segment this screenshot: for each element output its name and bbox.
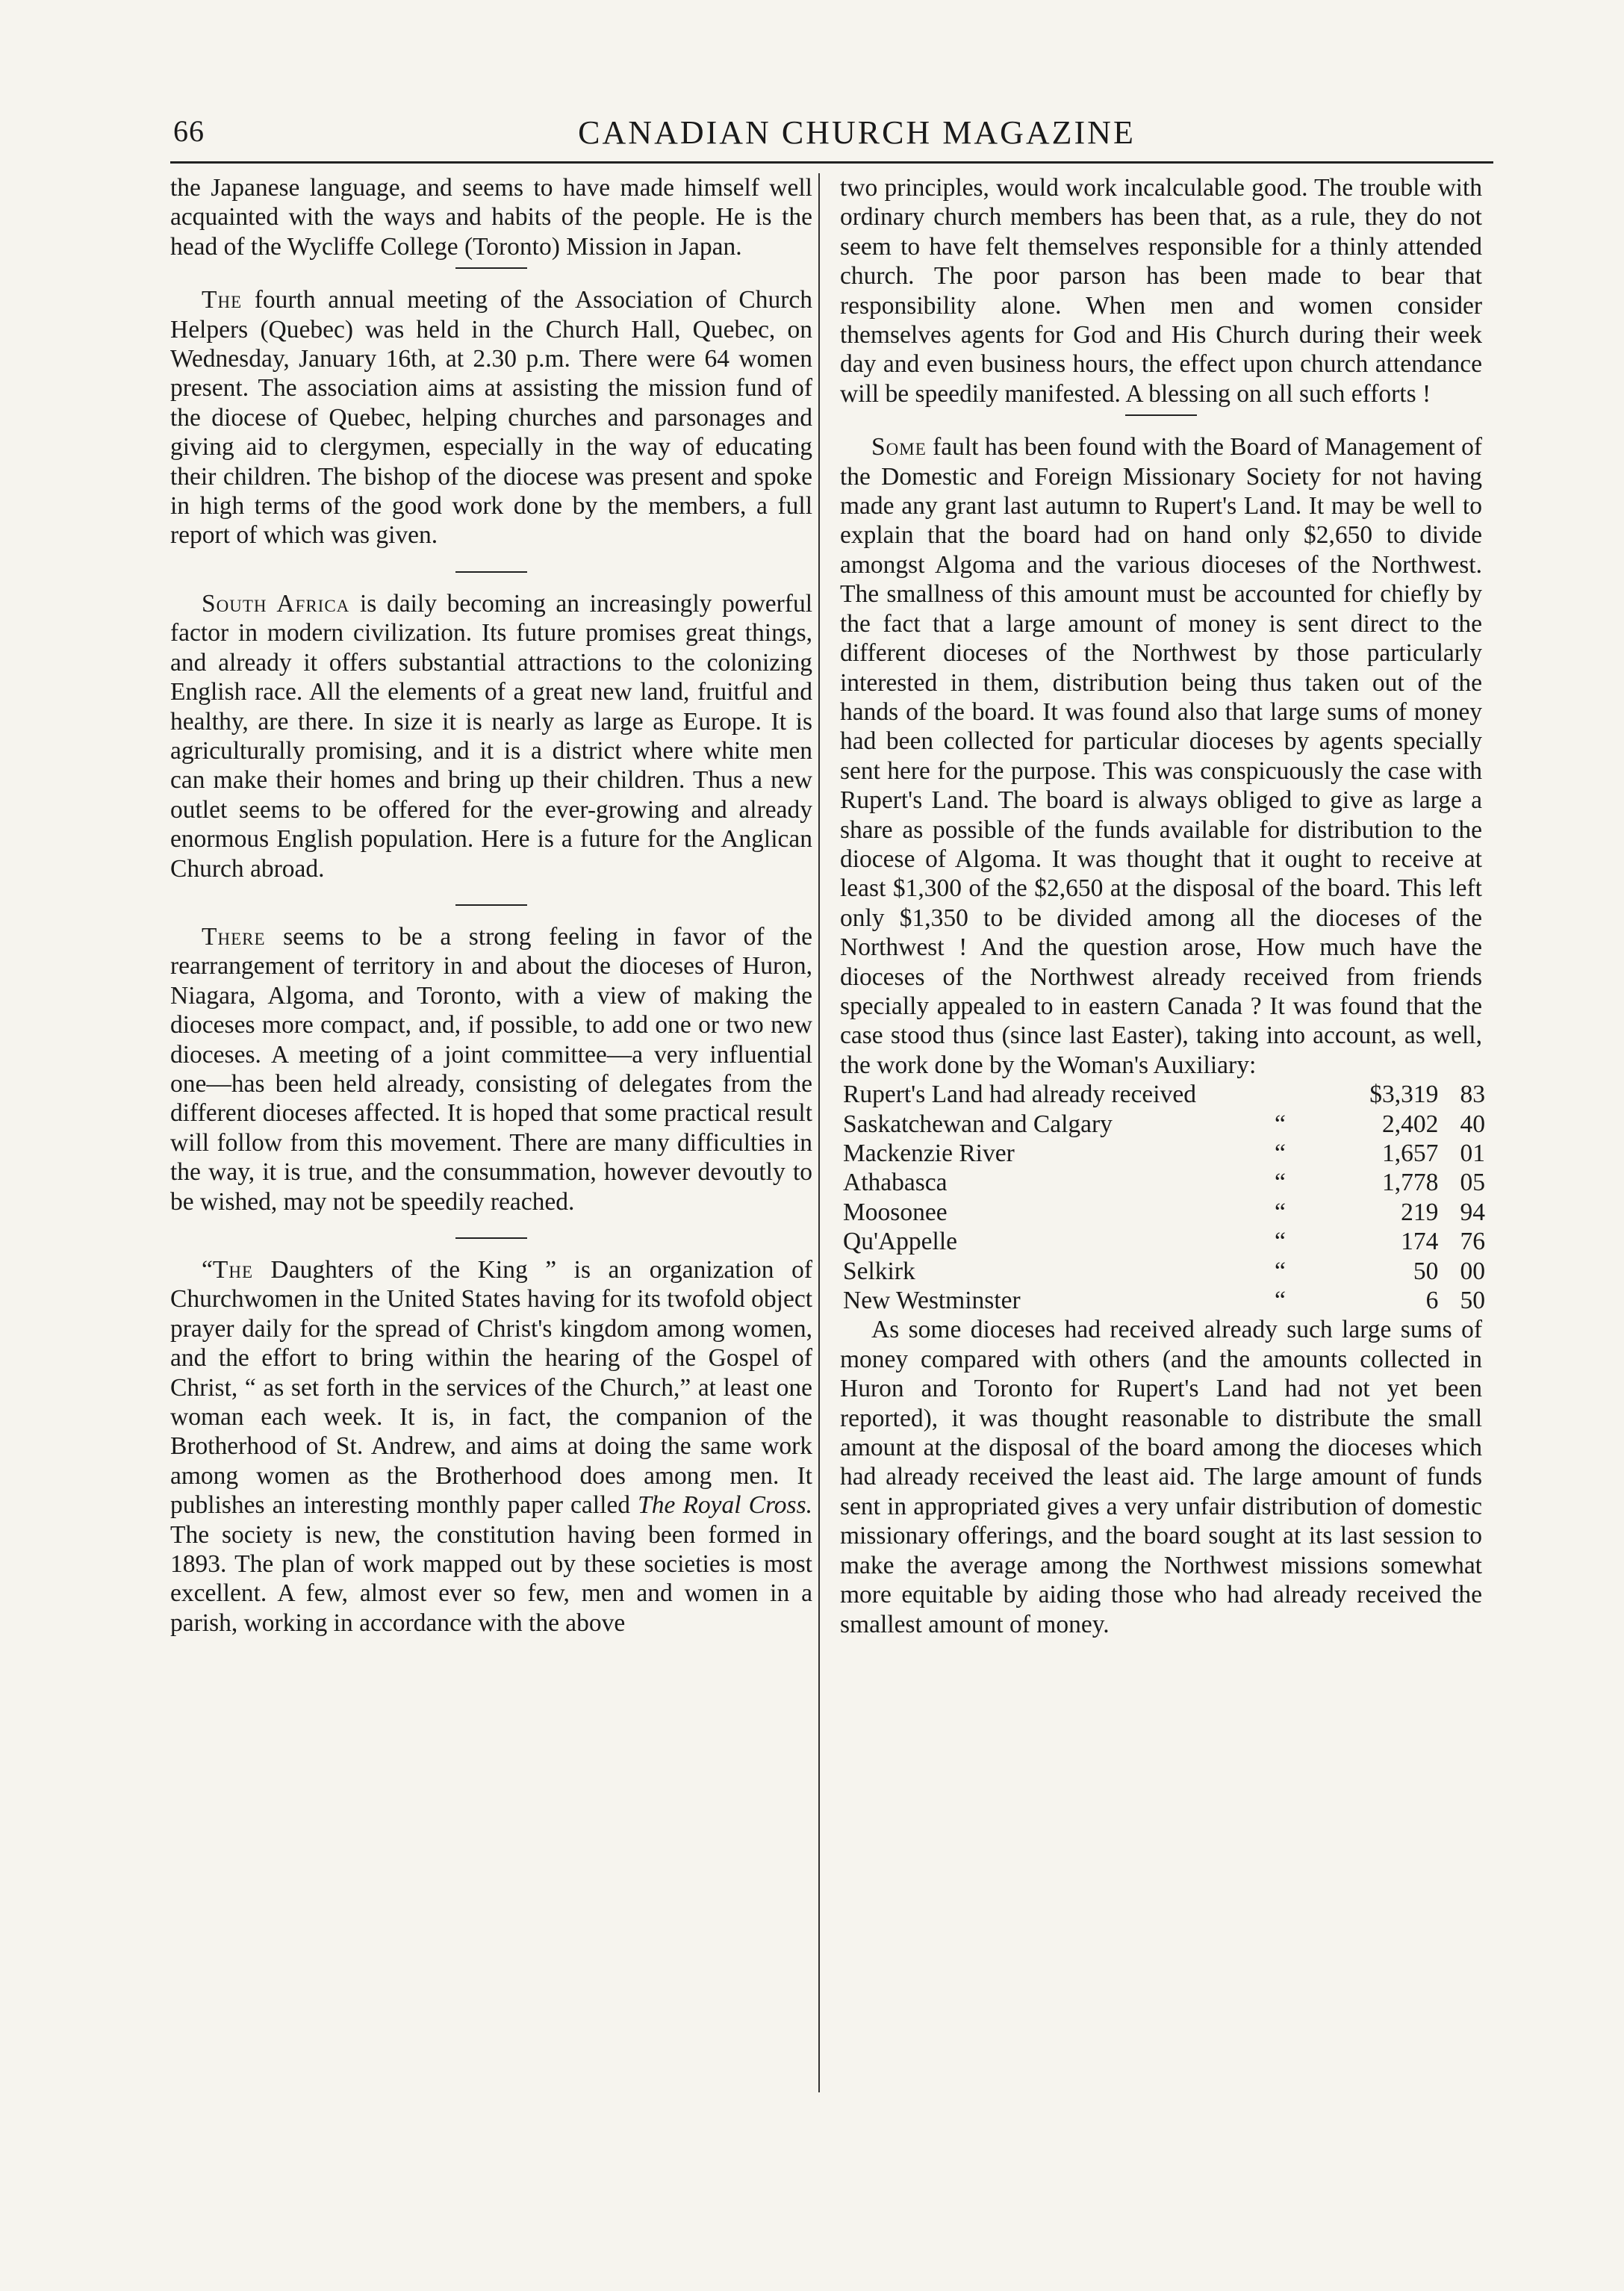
ditto-mark: “ — [1275, 1257, 1286, 1285]
diocese-name: Mackenzie River — [843, 1140, 1015, 1167]
section-separator — [455, 571, 527, 573]
section-separator — [455, 904, 527, 906]
table-row — [843, 1080, 1485, 1109]
lead-word: Some — [871, 433, 927, 461]
diocese-name: New Westminster — [843, 1287, 1021, 1315]
paragraph-text: is daily becoming an increasingly powerful factor in modern civilization. Its future promises great things, and already it offers substantial attractions to the colonizing English race. All the elements of a great new land, fruitful and healthy, are there. In size it is nearly as large as Europe. It is agriculturally promising, and it is a district where white men can make their homes and bring up their children. Thus a new outlet seems to be offered for the ever-growing and already enormous English population. Here is a future for the Anglican Church abroad. — [170, 589, 813, 883]
amount-cents: 00 — [1460, 1257, 1485, 1285]
diocese-name: Saskatchewan and Calgary — [843, 1110, 1113, 1138]
amount-dollars: 174 — [1401, 1228, 1439, 1256]
diocese-name: Selkirk — [843, 1257, 915, 1285]
section-separator — [455, 1237, 527, 1239]
running-head: CANADIAN CHURCH MAGAZINE — [578, 114, 1136, 151]
table-row — [843, 1227, 1485, 1256]
lead-word: There — [202, 922, 266, 951]
amount-dollars: 2,402 — [1382, 1110, 1439, 1138]
diocese-name: Rupert's Land had already received — [843, 1081, 1196, 1109]
funds-table — [843, 1080, 1485, 1315]
table-row — [843, 1139, 1485, 1168]
paragraph-church-helpers — [170, 285, 812, 550]
paragraph-japan-continued: the Japanese language, and seems to have made himself well acquainted with the ways and habits of the people. He is the head of the Wycliffe College (Toronto) Mission in Japan. — [170, 174, 812, 261]
ditto-mark: “ — [1275, 1140, 1286, 1167]
ditto-mark: “ — [1275, 1198, 1286, 1226]
ditto-mark: “ — [1275, 1169, 1286, 1197]
amount-dollars: 219 — [1401, 1198, 1439, 1226]
paragraph-diocese-rearrangement — [170, 922, 812, 1216]
table-row — [843, 1286, 1485, 1315]
amount-cents: 94 — [1460, 1198, 1485, 1226]
section-separator — [455, 267, 527, 269]
paragraph-south-africa — [170, 589, 812, 883]
ditto-mark — [1235, 1080, 1325, 1109]
page-number: 66 — [173, 114, 205, 148]
amount-dollars: 1,778 — [1382, 1169, 1439, 1197]
amount-cents: 50 — [1460, 1287, 1485, 1315]
lead-word: The — [212, 1256, 253, 1284]
amount-cents: 01 — [1460, 1140, 1485, 1167]
table-row — [843, 1110, 1485, 1139]
paragraph-daughters-of-the-king — [170, 1255, 812, 1638]
section-separator — [1125, 414, 1197, 416]
paragraph-principles-continued: two principles, would work incalculable good. The trouble with ordinary church members has been that, as a rule, they do not seem to have felt themselves responsible for a thinly attended church. The poor parson has been made to bear that responsibility alone. When men and women consider themselves agents for God and His Church during their week day and even business hours, the effect upon church attendance will be speedily manifested. A blessing on all such efforts ! — [840, 174, 1482, 408]
open-quote: “ — [202, 1256, 213, 1284]
paragraph-board-of-management — [840, 432, 1482, 1080]
paragraph-text: seems to be a strong feeling in favor of the rearrangement of territory in and about the dioceses of Huron, Niagara, Algoma, and Toronto, with a view of making the dioceses more compact, and, if possible, to add one or two new dioceses. A meeting of a joint committee—a very influential one—has been held already, consisting of delegates from the different dioceses affected. It is hoped that some practical result will follow from this movement. There are many difficulties in the way, it is true, and the consummation, however devoutly to be wished, may not be speedily reached. — [170, 922, 812, 1216]
ditto-mark: “ — [1275, 1228, 1286, 1256]
table-row — [843, 1198, 1485, 1227]
paragraph-text: fourth annual meeting of the Association of Church Helpers (Quebec) was held in the Church Hall, Quebec, on Wednesday, January 16th, at 2.30 p.m. There were 64 women present. The association aims at assisting the mission fund of the diocese of Quebec, helping churches and parsonages and giving aid to clergymen, especially in the way of educating their children. The bishop of the diocese was present and spoke in high terms of the good work done by the members, a full report of which was given. — [170, 286, 812, 550]
right-column — [840, 173, 1485, 1639]
table-row — [843, 1257, 1485, 1286]
header-rule — [170, 161, 1493, 164]
lead-word: South Africa — [202, 589, 350, 618]
amount-cents: 05 — [1460, 1169, 1485, 1197]
ditto-mark: “ — [1275, 1287, 1286, 1315]
diocese-name: Moosonee — [843, 1198, 948, 1226]
amount-dollars: 6 — [1425, 1287, 1439, 1315]
amount-cents: 40 — [1460, 1110, 1485, 1138]
amount-cents: 76 — [1460, 1228, 1485, 1256]
diocese-name: Athabasca — [843, 1169, 948, 1197]
paragraph-text: Daughters of the King ” is an organization of Churchwomen in the United States having for its twofold object prayer daily for the spread of Christ's kingdom among women, and the effort to bring within the hearing of the Gospel of Christ, “ as set forth in the services of the Church,” at least one woman each week. It is, in fact, the companion of the Brotherhood of St. Andrew, and aims at doing the same work among women as the Brotherhood does among men. It publishes an interesting monthly paper called — [170, 1256, 812, 1520]
column-divider — [818, 173, 820, 2092]
amount-cents: 83 — [1460, 1081, 1485, 1109]
amount-dollars: 50 — [1413, 1257, 1439, 1285]
left-column — [170, 173, 812, 1638]
paragraph-distribution: As some dioceses had received already such large sums of money compared with others (and the amounts collected in Huron and Toronto for Rupert's Land had not yet been reported), it was thought reasonable to distribute the small amount at the disposal of the board among the dioceses which had already received the least aid. The large amount of funds sent in appropriated gives a very unfair distribution of domestic missionary offerings, and the board sought at its last session to make the average among the Northwest missions somewhat more equitable by aiding those who had already received the smallest amount of money. — [840, 1316, 1482, 1638]
ditto-mark: “ — [1275, 1110, 1286, 1138]
diocese-name: Qu'Appelle — [843, 1228, 958, 1256]
paragraph-text: fault has been found with the Board of Management of the Domestic and Foreign Missionary Society for not having made any grant last autumn to Rupert's Land. It may be well to explain that the board had on hand only $2,650 to divide amongst Algoma and the various dioceses of the Northwest. The smallness of this amount must be accounted for chiefly by the fact that a large amount of money is sent direct to the different dioceses of the Northwest by those particularly interested in them, distribution being thus taken out of the hands of the board. It was found also that large sums of money had been collected for particular dioceses by agents specially sent here for the purpose. This was conspicuously the case with Rupert's Land. The board is always obliged to give as large a share as possible of the funds available for distribution to the diocese of Algoma. It was thought that it ought to receive at least $1,300 of the $2,650 at the disposal of the board. This left only $1,350 to be divided among all the dioceses of the Northwest ! And the question arose, How much have the dioceses of the Northwest already received from friends specially appealed to in eastern Canada ? It was found that the case stood thus (since last Easter), taking into account, as well, the work done by the Woman's Auxiliary: — [840, 433, 1482, 1079]
paragraph-text: The society is new, the constitution having been formed in 1893. The plan of work mapped out by these societies is most excellent. A few, almost ever so few, men and women in a parish, working in accordance with the above — [170, 1520, 812, 1637]
amount-dollars: 1,657 — [1382, 1140, 1439, 1167]
table-row — [843, 1168, 1485, 1197]
lead-word: The — [202, 286, 243, 314]
amount-dollars: $3,319 — [1369, 1081, 1439, 1109]
periodical-title: The Royal Cross. — [638, 1491, 812, 1520]
